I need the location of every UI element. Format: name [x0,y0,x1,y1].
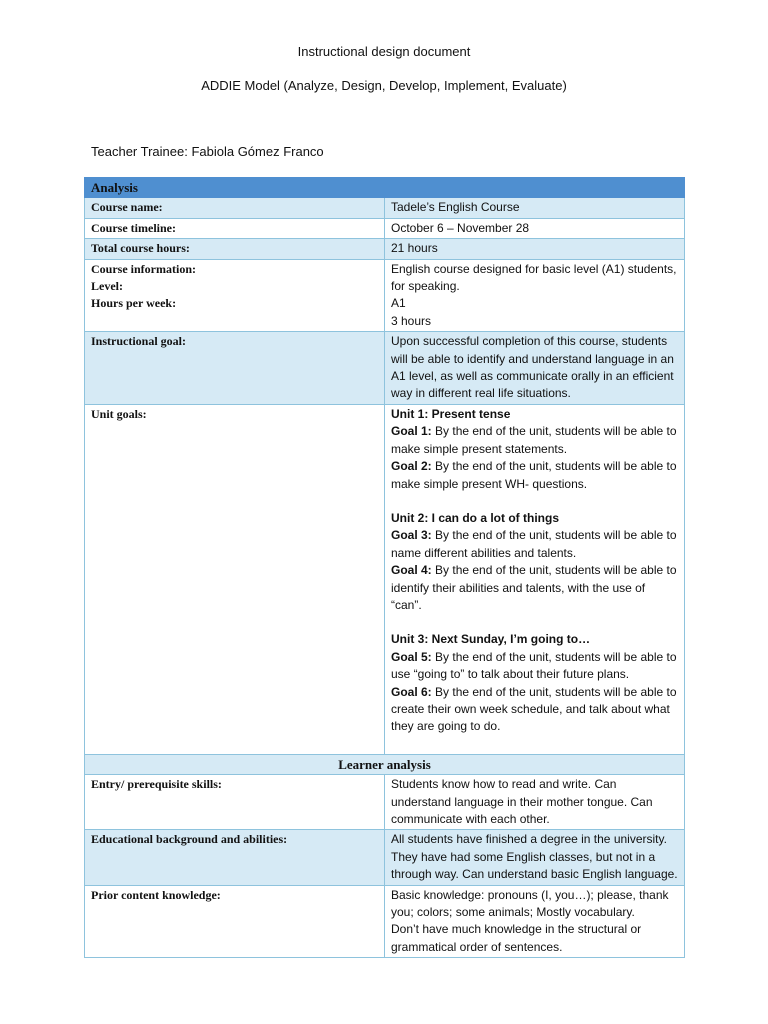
spacer [391,493,678,510]
goal-item [391,684,678,736]
goal-item [391,562,678,614]
document-title: Instructional design document [297,44,471,59]
goal-item [391,649,678,684]
course-timeline-row [85,218,685,238]
prior-knowledge-label: Prior content knowledge: [85,885,385,958]
educational-background-row [85,830,685,885]
level-label: Level: [91,279,123,294]
instructional-goal-label: Instructional goal: [85,332,385,405]
course-information-labels [85,259,385,332]
goal-label: Goal 1: [391,424,432,439]
instructional-goal-text: Upon successful completion of this course, students will be able to identify and understand language in an A1 level, as well as communicate orally in an efficient way in different real life situations. [385,332,685,405]
goal-text: By the end of the unit, students will be able to make simple present WH- questions. [391,459,677,491]
educational-background-label: Educational background and abilities: [85,830,385,885]
goal-item [391,527,678,562]
goal-text: By the end of the unit, students will be able to use “going to” to talk about their future plans. [391,649,677,682]
course-information-row [85,259,685,332]
instructional-goal-row [85,332,685,405]
unit-goals-list [385,404,685,754]
level-value: A1 [391,296,406,311]
course-name-label: Course name: [85,198,385,218]
goal-text: By the end of the unit, students will be able to make simple present statements. [391,424,677,456]
document-subtitle: ADDIE Model (Analyze, Design, Develop, Implement, Evaluate) [201,78,567,93]
analysis-header-row [85,178,685,198]
learner-analysis-header-row [85,754,685,774]
unit-goals-row [85,404,685,754]
instructional-design-table [84,177,685,958]
total-hours-label: Total course hours: [85,239,385,259]
course-timeline-value: October 6 – November 28 [385,218,685,238]
total-hours-row [85,239,685,259]
hours-per-week-value: 3 hours [391,313,432,328]
unit-goals-label: Unit goals: [85,404,385,754]
analysis-heading: Analysis [85,178,685,198]
prior-knowledge-row [85,885,685,958]
prior-knowledge-text [385,885,685,958]
educational-background-text: All students have finished a degree in the university. They have had some English classes, but not in a through way. Can understand basic English language. [385,830,685,885]
goal-label: Goal 5: [391,649,432,664]
entry-skills-label: Entry/ prerequisite skills: [85,775,385,830]
course-information-values [385,259,685,332]
unit-title: Unit 2: I can do a lot of things [391,510,559,525]
goal-item [391,458,678,493]
learner-analysis-heading: Learner analysis [85,754,685,774]
unit-title: Unit 3: Next Sunday, I’m going to… [391,632,591,647]
prior-knowledge-line: Don’t have much knowledge in the structural or grammatical order of sentences. [391,922,642,954]
goal-label: Goal 6: [391,684,432,699]
course-information-label: Course information: [91,261,196,276]
goal-label: Goal 3: [391,528,432,543]
goal-text: By the end of the unit, students will be able to name different abilities and talents. [391,528,677,560]
prior-knowledge-line: Basic knowledge: pronouns (I, you…); please, thank you; colors; some animals; Mostly vocabulary. [391,887,669,920]
hours-per-week-label: Hours per week: [91,296,177,311]
spacer [391,736,678,753]
unit-title: Unit 1: Present tense [391,406,511,421]
goal-text: By the end of the unit, students will be able to create their own week schedule, and talk about what they are going to do. [391,684,677,734]
goal-label: Goal 4: [391,563,432,578]
teacher-trainee: Teacher Trainee: Fabiola Gómez Franco [91,144,324,159]
course-name-row [85,198,685,218]
goal-label: Goal 2: [391,459,432,474]
goal-text: By the end of the unit, students will be able to identify their abilities and talents, with the use of “can”. [391,563,677,612]
goal-item [391,423,678,458]
course-information-text: English course designed for basic level (A1) students, for speaking. [391,261,677,294]
total-hours-value: 21 hours [385,239,685,259]
entry-skills-text: Students know how to read and write. Can understand language in their mother tongue. Can communicate with each other. [385,775,685,830]
spacer [391,614,678,631]
course-name-value: Tadele’s English Course [385,198,685,218]
course-timeline-label: Course timeline: [85,218,385,238]
entry-skills-row [85,775,685,830]
